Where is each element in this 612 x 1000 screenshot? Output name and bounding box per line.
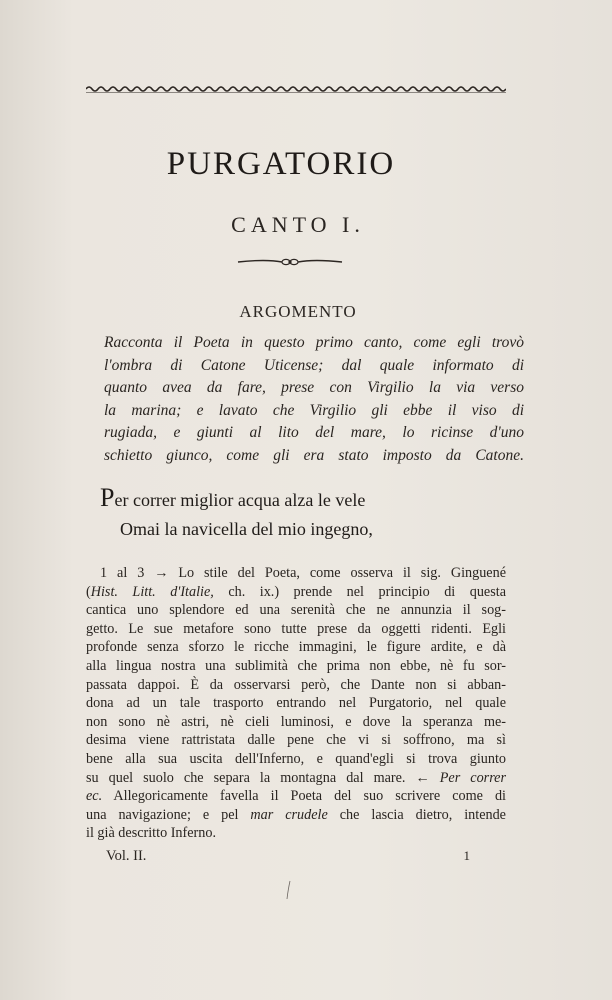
commentary-line: bene alla sua uscita dell'Inferno, e quand'egli si trova giunto bbox=[86, 750, 506, 767]
commentary-fragment: Allegoricamente favella il Poeta del suo scrivere come di bbox=[102, 788, 506, 805]
commentary-line: 1 al 3 → Lo stile del Poeta, come osserva il sig. Ginguené bbox=[100, 565, 506, 581]
stray-ink-mark bbox=[286, 880, 292, 900]
commentary-citation: Hist. Litt. d'Italie, bbox=[90, 583, 214, 600]
commentary-fragment: una navigazione; e pel bbox=[86, 806, 251, 823]
commentary-line bbox=[86, 787, 506, 806]
verse-line-1 bbox=[100, 483, 460, 515]
commentary-line: profonde senza sforzo le ricche immagini, le figure ardite, e dà bbox=[86, 639, 506, 656]
argomento-line: l'ombra di Catone Uticense; dal quale informato di bbox=[104, 356, 524, 374]
commentary-quote: Per correr bbox=[439, 769, 507, 786]
commentary-fragment: che lascia dietro, intende bbox=[327, 806, 506, 823]
commentary-line: passata dappoi. È da osservarsi però, che Dante non si abban- bbox=[86, 676, 506, 693]
verse-dropcap: P bbox=[100, 483, 115, 512]
page-title: PURGATORIO bbox=[166, 146, 396, 182]
divider-ornament bbox=[236, 256, 344, 268]
commentary-line: getto. Le sue metafore sono tutte prese da oggetti ridenti. Egli bbox=[86, 620, 506, 637]
argomento-line: la marina; e lavato che Virgilio gli ebbe il viso di bbox=[104, 401, 524, 419]
commentary-line: cantica uno splendore ed una serenità che ne annunzia il sog- bbox=[86, 602, 506, 619]
commentary-fragment: ( bbox=[86, 583, 91, 600]
argomento-text bbox=[104, 332, 524, 467]
verse-line-1-text: er correr miglior acqua alza le vele bbox=[114, 490, 366, 510]
commentary-line: dona ad un tale trasporto entrando nel Purgatorio, nel quale bbox=[86, 695, 506, 712]
commentary-line bbox=[86, 769, 506, 788]
commentary-line: desima viene rattristata dalle pene che vi si soffrono, ma sì bbox=[86, 732, 506, 749]
commentary-line: il già descritto Inferno. bbox=[86, 825, 217, 842]
commentary-line: non sono nè astri, nè cieli luminosi, e dove la speranza me- bbox=[86, 713, 506, 730]
commentary-line bbox=[86, 583, 506, 602]
argomento-line: rugiada, e giunti al lito del mare, lo ricinse d'uno bbox=[104, 424, 524, 441]
argomento-heading: ARGOMENTO bbox=[239, 302, 357, 321]
argomento-line: schietto giunco, come gli era stato imposto da Catone. bbox=[104, 446, 524, 464]
commentary-block bbox=[86, 564, 506, 843]
verse-block bbox=[100, 483, 460, 544]
argomento-line: quanto avea da fare, prese con Virgilio la via verso bbox=[104, 379, 524, 396]
argomento-line: Racconta il Poeta in questo primo canto, come egli trovò bbox=[104, 334, 524, 351]
commentary-fragment: ch. ix.) prende nel principio di questa bbox=[213, 583, 506, 600]
commentary-line bbox=[86, 806, 506, 825]
top-ornament-rule bbox=[86, 84, 506, 94]
canto-heading: CANTO I. bbox=[231, 212, 365, 237]
commentary-line: alla lingua nostra una sublimità che prima non ebbe, nè fu sor- bbox=[86, 657, 506, 674]
commentary-quote: mar crudele bbox=[250, 806, 328, 823]
verse-line-2: Omai la navicella del mio ingegno, bbox=[120, 519, 373, 539]
commentary-quote: ec. bbox=[86, 788, 103, 805]
volume-label: Vol. II. bbox=[106, 848, 147, 864]
signature-mark: 1 bbox=[463, 848, 470, 863]
commentary-fragment: su quel suolo che separa la montagna dal mare. ← bbox=[86, 769, 440, 786]
